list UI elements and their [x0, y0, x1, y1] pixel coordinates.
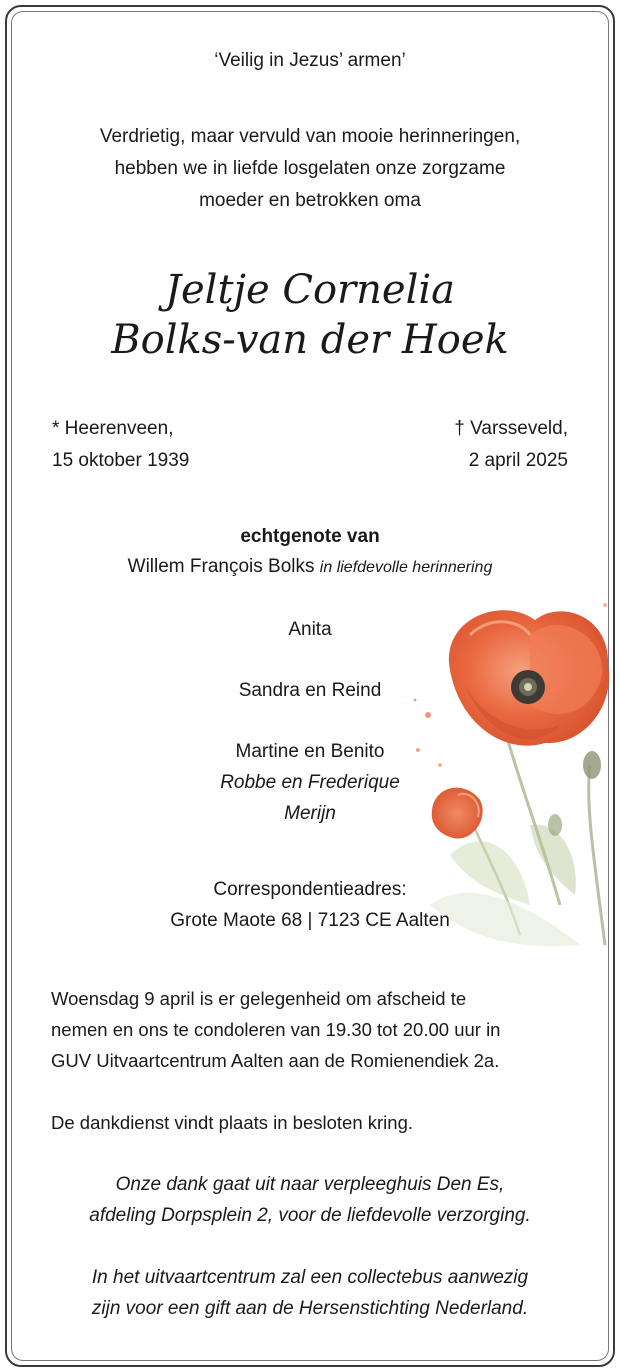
farewell-line: GUV Uitvaartcentrum Aalten aan de Romienendiek 2a.: [51, 1050, 500, 1071]
death-place: † Varsseveld,: [454, 418, 568, 439]
family-grandchildren: Merijn: [284, 803, 336, 824]
correspondence-address: Grote Maote 68 | 7123 CE Aalten: [170, 910, 450, 931]
thanks-line: afdeling Dorpsplein 2, voor de liefdevolle verzorging.: [89, 1205, 531, 1226]
motto: ‘Veilig in Jezus’ armen’: [214, 50, 406, 71]
family-grandchildren: Robbe en Frederique: [220, 772, 400, 793]
spouse-line: [0, 551, 620, 583]
deceased-first-names: Jeltje Cornelia: [164, 267, 456, 313]
spouse-heading: echtgenote van: [240, 526, 380, 547]
intro-line: hebben we in liefde losgelaten onze zorgzame: [114, 158, 506, 179]
spouse-name: Willem François Bolks: [127, 556, 315, 577]
collection-line: zijn voor een gift aan de Hersenstichting Nederland.: [91, 1298, 529, 1319]
collection-line: In het uitvaartcentrum zal een collectebus aanwezig: [91, 1267, 529, 1288]
service-text: De dankdienst vindt plaats in besloten kring.: [51, 1112, 413, 1133]
death-date: 2 april 2025: [468, 450, 568, 471]
spouse-note: in liefdevolle herinnering: [319, 559, 493, 576]
birth-date: 15 oktober 1939: [52, 450, 190, 471]
deceased-surname: Bolks-van der Hoek: [111, 317, 509, 363]
intro-line: moeder en betrokken oma: [199, 190, 421, 211]
birth-place: * Heerenveen,: [52, 418, 174, 439]
farewell-line: Woensdag 9 april is er gelegenheid om afscheid te: [51, 988, 467, 1009]
thanks-line: Onze dank gaat uit naar verpleeghuis Den Es,: [115, 1174, 505, 1195]
family-child: Sandra en Reind: [238, 680, 382, 701]
family-child: Martine en Benito: [235, 741, 385, 762]
farewell-line: nemen en ons te condoleren van 19.30 tot 20.00 uur in: [51, 1019, 501, 1040]
correspondence-label: Correspondentieadres:: [213, 879, 407, 900]
intro-line: Verdrietig, maar vervuld van mooie herinneringen,: [99, 126, 521, 147]
family-child: Anita: [288, 619, 332, 640]
